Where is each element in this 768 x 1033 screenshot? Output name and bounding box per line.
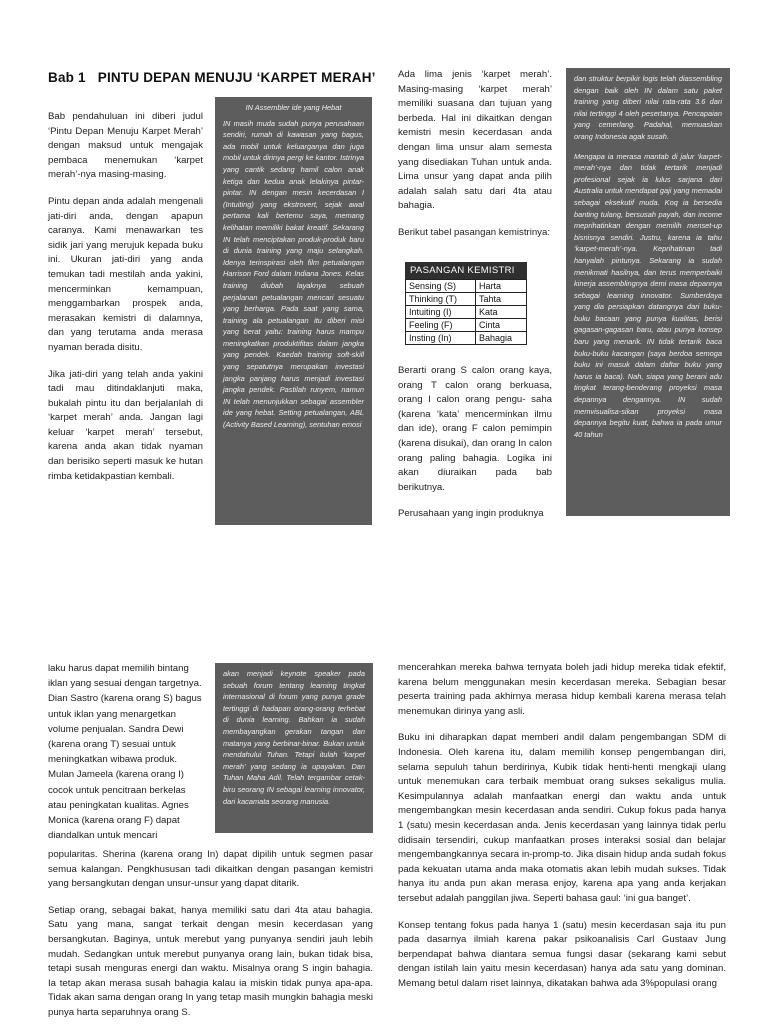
mencerahkan-paragraph: mencerahkan mereka bahwa ternyata boleh jadi hidup mereka tidak efektif, karena belum menggunakan mesin kecerdasan mereka. Sebagian besar peserta training pada akhirnya merasa hidup kembali karena merasa telah menemukan dirinya yang asli. bbox=[398, 662, 726, 717]
intro-paragraph-3: Jika jati-diri yang telah anda yakini tadi mau ditindaklanjuti maka, bukalah pintu itu dan berjalanlah di ‘karpet merah’ anda. Jangan lagi keluar ‘karpet merah’ tersebut, karena anda akan tidak nyaman dan berisiko seperti masuk ke hutan rimba ketidakpastian kembali. bbox=[48, 368, 203, 482]
table-cell: Feeling (F) bbox=[406, 319, 476, 332]
intro-column bbox=[48, 110, 203, 496]
text-line: Mulan Jameela (karena orang I) bbox=[48, 769, 184, 781]
sidebar-box-keynote bbox=[215, 663, 373, 833]
table-intro-text: Berikut tabel pasangan kemistrinya: bbox=[398, 226, 550, 238]
text-line: volume penjualan. Sandra Dewi bbox=[48, 723, 184, 735]
text-line: Monica (karena orang F) dapat bbox=[48, 815, 180, 827]
intro-paragraph-1: Bab pendahuluan ini diberi judul ‘Pintu Depan Menuju Karpet Merah’ dengan maksud untuk mengajak pembaca menemukan ‘karpet merah’-nya masing-masing. bbox=[48, 111, 203, 181]
table-row bbox=[406, 319, 527, 332]
karpet-merah-paragraph: Ada lima jenis ‘karpet merah’. Masing-masing ‘karpet merah’ memiliki suasana dan tujuan yang berbeda. Hal ini dikaitkan dengan kemistri mesin kecerdasan anda dengan lima unsur alam semesta yang disediakan Tuhan untuk anda. Lima unsur yang dapat anda pilih adalah salah satu dari 4ta atau bahagia. bbox=[398, 69, 552, 212]
table-row bbox=[406, 293, 527, 306]
text-line: atau peningkatan kualitas. Agnes bbox=[48, 799, 189, 811]
table-cell: Sensing (S) bbox=[406, 280, 476, 293]
sidebar-box-title: IN Assembler ide yang Hebat bbox=[245, 103, 342, 112]
konsep-paragraph: Konsep tentang fokus pada hanya 1 (satu) mesin kecerdasan saja itu pun pada dasarnya ilmiah karena pakar psikoanalisis Carl Gustaav Jung berpendapat bahwa diantara semua fungsi dasar (sekarang kami sebut dengan istilah lain yaitu mesin kecerdasan) hanya ada satu yang dominan. Memang betul dalam riset lainnya, dikatakan bahwa ada 3%populasi orang bbox=[398, 919, 726, 989]
sidebar-box-text: IN masih muda sudah punya perusahaan sendiri, rumah di kawasan yang bagus, ada mobil untuk keluarganya dan juga mobil untuk dirinya pergi ke kantor. Istrinya yang cantik sedang hamil calon anak ketiga dan kedua anak lelakinya pintar-pintar. IN dengan mesin kecerdasan I (Intuiting) yang ekstrovert, sejak awal pertama kali bertemu saya, memang kelihatan memiliki bakat kreatif. Sekarang IN telah menciptakan produk-produk baru di dunia training yang maju selangkah. Idenya terinspirasi oleh film petualangan Harrison Ford dalam Indiana Jones. Kelas training diubah layaknya sebuah perjalanan petualangan mencari sesuatu yang berharga. Pada saat yang sama, training ala petualangan itu diberi misi yang berat yaitu: training harus mampu meningkatkan produktifitas dalam jangka yang pendek. Kaedah training soft-skill yang sepatutnya merupakan investasi jangka panjang harus menjadi investasi jangka pendek. Pastilah runyem, namun IN telah menunjukkan sebagai assembler ide yang hebat. Setting petualangan, ABL (Activity Based Learning), sentuhan emosi bbox=[223, 118, 364, 430]
table-cell: Thinking (T) bbox=[406, 293, 476, 306]
table-cell: Kata bbox=[476, 306, 527, 319]
sidebar-box-continued bbox=[566, 68, 730, 516]
chapter-number: Bab 1 bbox=[48, 70, 86, 85]
text-line: diandalkan untuk mencari bbox=[48, 830, 158, 842]
table-row bbox=[406, 306, 527, 319]
middle-column-bottom bbox=[398, 364, 552, 534]
text-line: Dian Sastro (karena orang S) bagus bbox=[48, 693, 202, 705]
chemistry-table-grid bbox=[405, 279, 527, 345]
table-cell: Insting (In) bbox=[406, 332, 476, 345]
table-row bbox=[406, 332, 527, 345]
table-cell: Cinta bbox=[476, 319, 527, 332]
table-row bbox=[406, 280, 527, 293]
sidebar-box-continued-p1: dan struktur berpikir logis telah diassembling dengan baik oleh IN dalam satu paket training yang diberi nilai rata-rata 3.6 dari nilai tertinggi 4 oleh pesertanya. Pencapaian yang cemerlang. Padahal, memuaskan orang Indonesia agak susah. bbox=[574, 74, 722, 141]
sidebar-box-keynote-text: akan menjadi keynote speaker pada sebuah forum tentang learning tingkat internasional di forum yang punya grade tertinggi di hadapan orang-orang terhebat di dunia learning. Bahkan ia sudah membayangkan gerakan tangan dan matanya yang berbinar-binar. Bukan untuk mendahului Tuhan. Tetapi itulah ‘karpet merah’ yang sedang ia upayakan. Dan Tuhan Maha Adil. Telah tergambar cetak-biru seorang IN sebagai learning innovator, dari kacamata seorang manusia. bbox=[223, 669, 365, 806]
chemistry-table bbox=[405, 262, 527, 345]
sidebar-box-in-assembler bbox=[215, 97, 372, 525]
bottom-left-wide bbox=[48, 848, 373, 1033]
table-cell: Tahta bbox=[476, 293, 527, 306]
setiap-orang-paragraph: Setiap orang, sebagai bakat, hanya memiliki satu dari 4ta atau bahagia. Satu yang mana, sangat terkait dengan mesin kecerdasan yang bersangkutan. Baginya, untuk merebut yang punyanya sendiri jauh lebih mudah. Sedangkan untuk merebut punyanya orang lain, bukan tidak bisa, tetapi susah menguras energi dan waktu. Misalnya orang S ingin bahagia. Ia tetap akan merasa susah bahagia kalau ia miskin tidak punya apa-apa. Tidak akan sama dengan orang In yang tetap masih mungkin bahagia meski punya harta separuhnya orang S. bbox=[48, 904, 373, 1018]
text-line: (karena orang T) sesuai untuk bbox=[48, 739, 176, 751]
table-cell: Harta bbox=[476, 280, 527, 293]
popularitas-paragraph: popularitas. Sherina (karena orang In) dapat dipilih untuk segmen pasar semua kalangan. Pengkhususan tadi dikaitkan dengan pasangan kemistri yang bersangkutan dengan unsur-unsur yang dapat ditarik. bbox=[48, 849, 373, 890]
table-cell: Bahagia bbox=[476, 332, 527, 345]
bottom-left-column bbox=[48, 661, 203, 843]
table-cell: Intuiting (I) bbox=[406, 306, 476, 319]
middle-column-top bbox=[398, 68, 552, 253]
bottom-right-column bbox=[398, 661, 726, 1021]
text-line: iklan yang sesuai dengan targetnya. bbox=[48, 678, 202, 690]
text-line: laku harus dapat memilih bintang bbox=[48, 663, 189, 674]
orang-types-paragraph: Berarti orang S calon orang kaya, orang T calon orang berkuasa, orang I calon orang pengu- saha (karena ‘kata’ mencerminkan ilmu dan ide), orang F calon pemimpin (karena disukai), dan orang In calon orang paling bahagia. Logika ini akan diuraikan pada bab berikutnya. bbox=[398, 365, 552, 493]
chapter-title: PINTU DEPAN MENUJU ‘KARPET MERAH’ bbox=[97, 70, 376, 85]
sidebar-box-continued-p2: Mengapa ia merasa mantab di jalur ‘karpet-merah’-nya dan tidak tertarik menjadi profesional sejak ia lulus sarjana dari Australia untuk mendapat gaji yang memadai sebagai eksekutif muda. Koq ia bersedia banting tulang, bersusah payah, dan income meprihatinkan dengan memilih menset-up bisnisnya sendiri. Justru, karena ia tahu ‘karpet-merah’-nya. Keprihatinan tadi hanyalah pintunya. Sekarang ia sudah menikmati hasilnya, dan terus memperbaiki kinerja assemblingnya demi masa depannya sebagai learning innovator. Sumberdaya yang dia persiapkan datangnya dari buku-buku bacaan yang punya kualitas, berisi gagasan-gagasan baru, atau punya konsep baru yang menarik. IN tidak tertarik baca buku-buku kacangan (saya berdoa semoga buku ini masuk dalam daftar buku yang harus ia baca). Nah, siapa yang berani adu tingkat terang-benderang proyeksi masa depannya dengannya. IN sudah memvisualisa-sikan proyeksi masa depannya begitu kuat, bahwa ia pada umur 40 tahun bbox=[574, 151, 722, 439]
text-line: cocok untuk pencitraan berkelas bbox=[48, 784, 186, 796]
intro-paragraph-2: Pintu depan anda adalah mengenali jati-diri anda, dengan apapun caranya. Kami menawarkan tes sidik jari yang merujuk kepada buku ini. Ukuran jati-diri yang anda temukan tadi mestilah anda yakini, mencerminkan kemampuan, menggambarkan prospek anda, merasakan kemistri di dalamnya, dan yang terutama anda merasa nyaman berada disitu. bbox=[48, 195, 203, 353]
text-line: meningkatkan wibawa produk. bbox=[48, 754, 178, 766]
page-title bbox=[48, 70, 376, 85]
perusahaan-paragraph: Perusahaan yang ingin produknya bbox=[398, 508, 544, 520]
table-header: PASANGAN KEMISTRI bbox=[405, 262, 527, 279]
text-line: untuk iklan yang menargetkan bbox=[48, 708, 176, 720]
buku-ini-paragraph: Buku ini diharapkan dapat memberi andil dalam pengembangan SDM di Indonesia. Oleh karena itu, dalam memilih konsep pengembangan diri, selama sepuluh tahun berdirinya, Kubik tidak henti-henti mengkaji ulang untuk menemukan cara terbaik membuat orang sukses sekaligus mulia. Kesimpulannya adalah manfaatkan energi dan waktu anda untuk mengembangkan mesin kecerdasan anda sendiri. Cukup fokus pada hanya 1 (satu) mesin kecerdasan anda. Jenis kecerdasan yang lainnya tidak perlu didisain tersendiri, cukup manfaatkan proses interaksi sosial dan belajar mengembangkannya secara in-promp-to. Jika disain hidup anda sudah fokus pada kekuatan utama anda maka otomatis akan lebih mudah sukses. Tidak hanya itu anda pun akan merasa enjoy, karena apa yang anda kerjakan tersebut adalah panggilan jiwa. Seperti bahasa gaul: ‘ini gua banget’. bbox=[398, 732, 726, 904]
